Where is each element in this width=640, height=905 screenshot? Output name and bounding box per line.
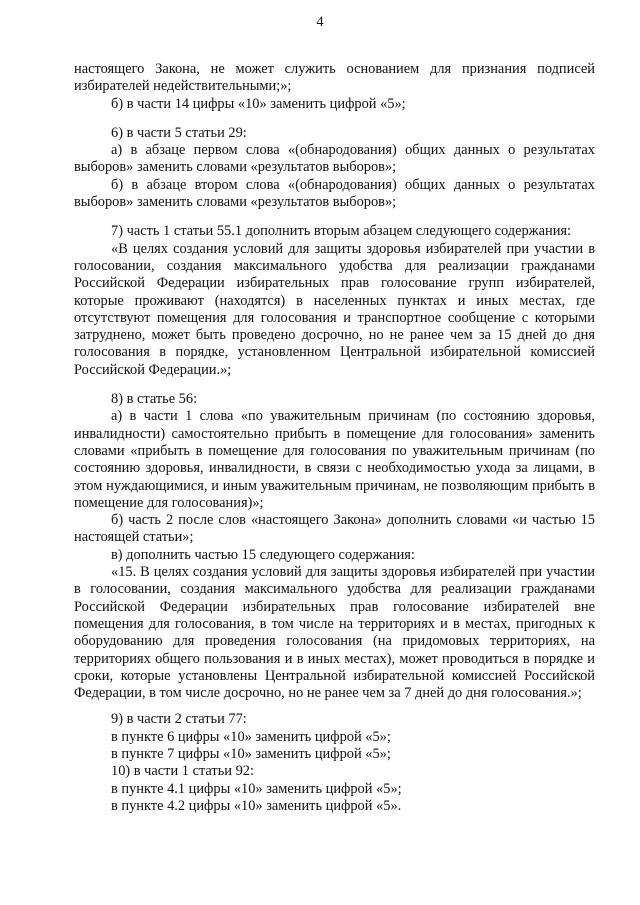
paragraph-item-6: 6) в части 5 статьи 29: — [111, 124, 247, 141]
paragraph-item-6b: б) в абзаце втором слова «(обнародования) общих данных о результатах выборов» заменить словами «результатов выборов»; — [74, 176, 595, 211]
paragraph-item-8b: б) часть 2 после слов «настоящего Закона» дополнить словами «и частью 15 настоящей статьи»; — [74, 512, 595, 546]
paragraph-item-b-part-14: б) в части 14 цифры «10» заменить цифрой «5»; — [111, 95, 406, 112]
paragraph-item-7: 7) часть 1 статьи 55.1 дополнить вторым абзацем следующего содержания: — [111, 223, 572, 240]
paragraph-item-9-point-7: в пункте 7 цифры «10» заменить цифрой «5»; — [111, 745, 391, 762]
paragraph-item-9-point-6: в пункте 6 цифры «10» заменить цифрой «5»; — [111, 728, 391, 745]
paragraph-item-8v-quote: «15. В целях создания условий для защиты здоровья избирателей при участии в голосовании, создания максимального удобства для реализации гражданами Российской Федерации избирательных прав голосование избирателей вне помещения для голосования, в том числе на территориях и в местах, пригодных к оборудованию для проведения голосования (на придомовых территориях, на территориях общего пользования и в иных местах), может проводиться в порядке и сроки, которые установлены Центральной избирательной комиссией Российской Федерации, в том числе досрочно, но не ранее чем за 7 дней до дня голосования.»; — [74, 564, 595, 702]
paragraph-item-8: 8) в статье 56: — [111, 391, 198, 408]
paragraph-item-10: 10) в части 1 статьи 92: — [111, 763, 254, 780]
paragraph-item-10-point-4-1: в пункте 4.1 цифры «10» заменить цифрой «5»; — [111, 780, 402, 797]
paragraph-item-10-point-4-2: в пункте 4.2 цифры «10» заменить цифрой «5». — [111, 797, 402, 814]
page-number: 4 — [316, 14, 324, 30]
paragraph-item-8a: а) в части 1 слова «по уважительным причинам (по состоянию здоровья, инвалидности) самостоятельно прибыть в помещение для голосования» заменить словами «прибыть в помещение для голосования по уважительным причинам (по состоянию здоровья, инвалидности, в связи с необходимостью ухода за лицами, в этом нуждающимися, и иным уважительным причинам, не позволяющим прибыть в помещение для голосования)»; — [74, 408, 595, 511]
paragraph-item-8v: в) дополнить частью 15 следующего содержания: — [111, 546, 415, 563]
paragraph-item-7-quote: «В целях создания условий для защиты здоровья избирателей при участии в голосовании, создания максимального удобства для реализации гражданами Российской Федерации избирательных прав голосование групп избирателей, которые проживают (находятся) в населенных пунктах и иных местах, где отсутствуют помещения для голосования и транспортное сообщение с которыми затруднено, может быть проведено досрочно, но не ранее чем за 15 дней до дня голосования в порядке, установленном Центральной избирательной комиссией Российской Федерации.»; — [74, 240, 595, 378]
document-body — [74, 61, 595, 815]
paragraph-continuation: настоящего Закона, не может служить основанием для признания подписей избирателей недействительными;»; — [74, 61, 595, 95]
paragraph-item-6a: а) в абзаце первом слова «(обнародования) общих данных о результатах выборов» заменить словами «результатов выборов»; — [74, 142, 595, 176]
paragraph-item-9: 9) в части 2 статьи 77: — [111, 711, 247, 728]
